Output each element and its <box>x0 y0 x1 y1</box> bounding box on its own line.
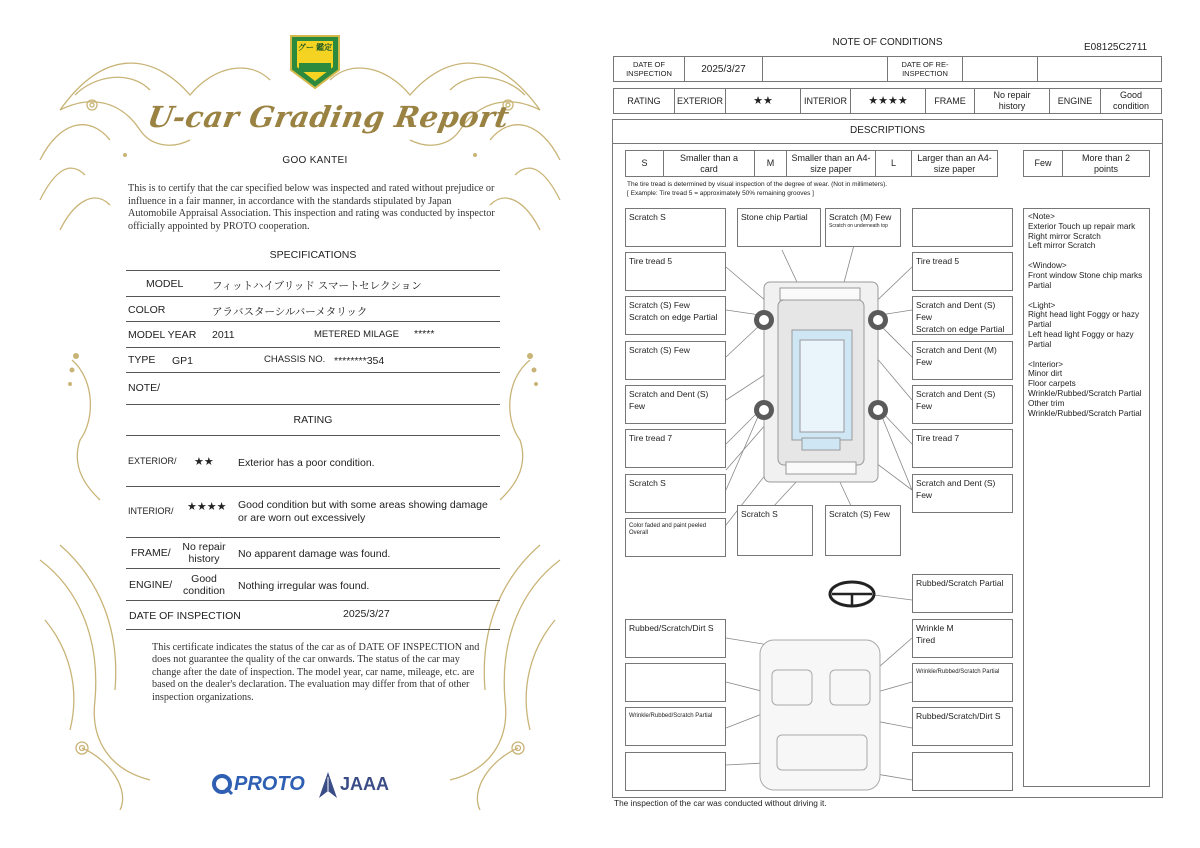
engine-label: ENGINE <box>1049 88 1101 114</box>
condition-box-interior-right-1-line-2: Tired <box>916 635 936 645</box>
legend-m: M <box>754 150 787 177</box>
interior-label: INTERIOR <box>800 88 851 114</box>
condition-box-right-6: Tire tread 7 <box>912 429 1013 468</box>
closing-paragraph: This certificate indicates the status of the car as of DATE OF INSPECTION and does not guarantee the quality of the car onwards. The status of the car may change after the date of inspection. The model year, car name, mileage, etc. are based on the dealer's declaration. The evaluation may differ from that of other inspection organizations. <box>152 642 480 703</box>
condition-box-left-6: Tire tread 7 <box>625 429 726 468</box>
color-label: COLOR <box>128 304 166 316</box>
proto-logo-icon <box>212 772 234 796</box>
blank-cell <box>762 56 888 82</box>
note-label: NOTE/ <box>128 382 161 394</box>
condition-box-bottom-2: Scratch (S) Few <box>825 505 901 556</box>
rating-row-frame <box>126 538 500 569</box>
frame-label: FRAME/ <box>131 547 171 559</box>
divider <box>612 143 1163 144</box>
inspection-date-value: 2025/3/27 <box>684 56 763 82</box>
exterior-stars: ★★ <box>725 88 801 114</box>
report-subtitle: GOO KANTEI <box>282 155 348 166</box>
legend-few-text: More than 2 points <box>1062 150 1150 177</box>
spec-row-color <box>126 297 500 322</box>
chassis-value: ********354 <box>334 355 385 367</box>
report-title: U-car Grading Report <box>145 100 513 134</box>
condition-box-top-2 <box>825 208 901 247</box>
condition-box-right-4: Scratch and Dent (M) Few <box>912 341 1013 380</box>
footer-note: The inspection of the car was conducted without driving it. <box>614 798 827 808</box>
legend-few: Few <box>1023 150 1063 177</box>
intro-paragraph: This is to certify that the car specified below was inspected and rated without prejudice or influence in a fair manner, in accordance with the standards stipulated by Japan Automobile Appraisal Association. This inspection and rating was conducted by inspector officially appointed by PROTO cooperation. <box>128 183 495 232</box>
notes-interior: <Interior> Minor dirt Floor carpets Wrinkle/Rubbed/Scratch Partial Other trim Wrinkle/Rubbed/Scratch Partial <box>1028 359 1142 418</box>
frame-description: No apparent damage was found. <box>238 548 391 560</box>
specifications-heading: SPECIFICATIONS <box>269 249 357 261</box>
condition-box-top-2-line-1: Scratch (M) Few <box>829 212 892 222</box>
interior-description: Good condition but with some areas showing damage or are worn out excessively <box>238 499 488 524</box>
rating-heading: RATING <box>293 414 333 426</box>
model-year-label: MODEL YEAR <box>128 329 197 341</box>
descriptions-heading: DESCRIPTIONS <box>849 125 925 136</box>
goo-kantei-badge-icon <box>287 32 343 90</box>
mileage-value: ***** <box>414 328 435 340</box>
legend-s: S <box>625 150 664 177</box>
notes-panel <box>1023 208 1150 787</box>
color-value: アラバスターシルバーメタリック <box>212 306 368 318</box>
condition-box-interior-left-4 <box>625 752 726 791</box>
logos <box>212 768 412 802</box>
condition-box-interior-right-1-line-1: Wrinkle M <box>916 623 954 633</box>
interior-label: INTERIOR/ <box>128 506 174 516</box>
inspection-date-label: DATE OF INSPECTION <box>129 610 241 622</box>
condition-box-left-3-line-2: Scratch on edge Partial <box>629 312 718 322</box>
condition-box-right-7: Scratch and Dent (S) Few <box>912 474 1013 513</box>
rating-row-exterior <box>126 436 500 487</box>
condition-box-interior-left-3: Wrinkle/Rubbed/Scratch Partial <box>625 707 726 746</box>
condition-box-right-3-line-2: Scratch on edge Partial <box>916 324 1005 334</box>
interior-stars: ★★★★ <box>187 501 227 513</box>
condition-box-interior-left-1: Rubbed/Scratch/Dirt S <box>625 619 726 658</box>
chassis-label: CHASSIS NO. <box>264 354 326 365</box>
condition-box-interior-right-3: Rubbed/Scratch/Dirt S <box>912 707 1013 746</box>
condition-box-right-2: Tire tread 5 <box>912 252 1013 291</box>
engine-label: ENGINE/ <box>129 579 173 591</box>
frame-label: FRAME <box>925 88 975 114</box>
condition-box-left-3 <box>625 296 726 335</box>
condition-box-bottom-1: Scratch S <box>737 505 813 556</box>
condition-box-right-3 <box>912 296 1013 335</box>
condition-box-left-4: Scratch (S) Few <box>625 341 726 380</box>
document-id: E08125C2711 <box>1084 42 1148 53</box>
condition-box-right-1 <box>912 208 1013 247</box>
condition-box-interior-right-2: Wrinkle/Rubbed/Scratch Partial <box>912 663 1013 702</box>
condition-box-left-2: Tire tread 5 <box>625 252 726 291</box>
exterior-stars: ★★ <box>194 456 214 468</box>
legend-s-text: Smaller than a card <box>663 150 755 177</box>
proto-logo-text: PROTO <box>234 773 305 795</box>
rating-row-interior <box>126 487 500 538</box>
condition-box-interior-right-4 <box>912 752 1013 791</box>
condition-box-steering: Rubbed/Scratch Partial <box>912 574 1013 613</box>
condition-box-left-5: Scratch and Dent (S) Few <box>625 385 726 424</box>
engine-value: Good condition <box>1100 88 1162 114</box>
condition-box-top-2-line-2: Scratch on underneath top <box>829 223 888 229</box>
conditions-heading: NOTE OF CONDITIONS <box>832 37 943 48</box>
condition-box-left-3-line-1: Scratch (S) Few <box>629 300 690 310</box>
legend-m-text: Smaller than an A4-size paper <box>786 150 876 177</box>
tire-note-1: The tire tread is determined by visual inspection of the degree of wear. (Not in millimeters). <box>627 181 888 188</box>
model-year-value: 2011 <box>212 329 235 341</box>
frame-value: No repair history <box>182 541 226 565</box>
condition-box-left-1: Scratch S <box>625 208 726 247</box>
spec-row-type <box>126 348 500 373</box>
exterior-label: EXTERIOR/ <box>128 456 177 466</box>
legend-l-text: Larger than an A4-size paper <box>911 150 998 177</box>
condition-box-interior-left-2 <box>625 663 726 702</box>
badge-label: グー 鑑定 <box>297 43 333 52</box>
condition-box-interior-right-1 <box>912 619 1013 658</box>
steering-wheel-icon <box>830 582 874 606</box>
legend-l: L <box>875 150 912 177</box>
tire-note-2: [ Example: Tire tread 5 = approximately 50% remaining grooves ] <box>627 190 814 197</box>
rating-row-engine <box>126 569 500 601</box>
type-label: TYPE <box>128 354 156 366</box>
interior-stars: ★★★★ <box>850 88 926 114</box>
reinspection-date-label: DATE OF RE-INSPECTION <box>887 56 963 82</box>
condition-box-right-5: Scratch and Dent (S) Few <box>912 385 1013 424</box>
engine-value: Good condition <box>182 573 226 597</box>
blank-cell <box>1037 56 1162 82</box>
spec-row-year <box>126 322 500 348</box>
notes-general: <Note> Exterior Touch up repair mark Right mirror Scratch Left mirror Scratch <box>1028 212 1136 251</box>
exterior-description: Exterior has a poor condition. <box>238 457 375 469</box>
notes-light: <Light> Right head light Foggy or hazy Partial Left head light Foggy or hazy Partial <box>1028 300 1140 349</box>
reinspection-date-value <box>962 56 1038 82</box>
condition-box-right-3-line-1: Scratch and Dent (S) Few <box>916 300 996 322</box>
type-value: GP1 <box>172 355 194 367</box>
model-value: フィットハイブリッド スマートセレクション <box>212 280 422 292</box>
spec-row-note <box>126 373 500 405</box>
jaaa-logo-icon <box>318 771 338 799</box>
inspection-date-label: DATE OF INSPECTION <box>613 56 685 82</box>
model-label: MODEL <box>146 278 184 290</box>
jaaa-logo-text: JAAA <box>340 774 390 794</box>
inspection-date-value: 2025/3/27 <box>343 608 390 620</box>
mileage-label: METERED MILAGE <box>314 329 399 340</box>
rating-row-date <box>126 601 500 630</box>
notes-window: <Window> Front window Stone chip marks Partial <box>1028 261 1143 290</box>
spec-row-model <box>126 271 500 297</box>
condition-box-top-1: Stone chip Partial <box>737 208 821 247</box>
engine-description: Nothing irregular was found. <box>238 580 370 592</box>
rating-label: RATING <box>613 88 675 114</box>
condition-box-left-8: Color faded and paint peeled Overall <box>625 518 726 557</box>
condition-box-left-7: Scratch S <box>625 474 726 513</box>
frame-value: No repair history <box>974 88 1050 114</box>
exterior-label: EXTERIOR <box>674 88 726 114</box>
